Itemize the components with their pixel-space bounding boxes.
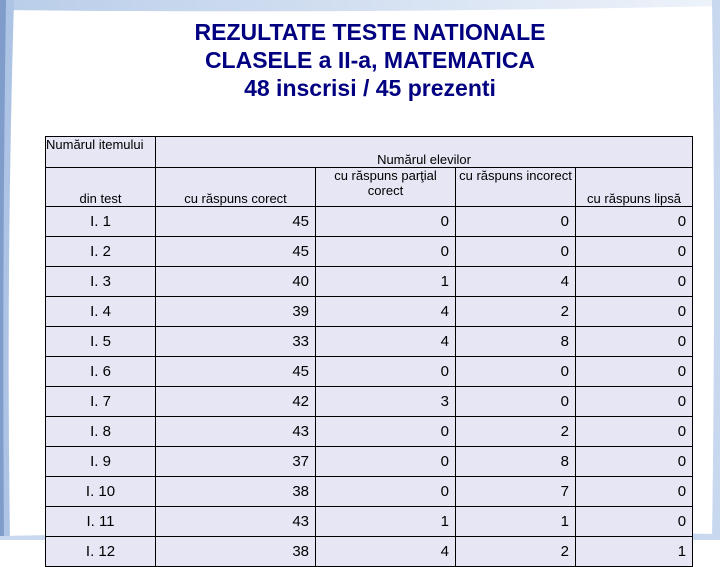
missing-cell: 0 bbox=[576, 327, 693, 357]
partial-cell: 4 bbox=[316, 327, 456, 357]
table-row bbox=[46, 537, 693, 567]
title-line-2: CLASELE a II-a, MATEMATICA bbox=[204, 47, 536, 73]
partial-cell: 3 bbox=[316, 387, 456, 417]
incorrect-cell: 0 bbox=[456, 237, 576, 267]
partial-cell: 4 bbox=[316, 297, 456, 327]
table-row bbox=[46, 267, 693, 297]
missing-cell: 0 bbox=[576, 507, 693, 537]
partial-cell: 1 bbox=[316, 507, 456, 537]
missing-cell: 1 bbox=[576, 537, 693, 567]
header-correct: cu răspuns corect bbox=[156, 168, 316, 207]
correct-cell: 45 bbox=[156, 357, 316, 387]
item-cell: I. 1 bbox=[46, 207, 156, 237]
table-row bbox=[46, 417, 693, 447]
missing-cell: 0 bbox=[576, 417, 693, 447]
incorrect-cell: 2 bbox=[456, 417, 576, 447]
incorrect-cell: 0 bbox=[456, 207, 576, 237]
missing-cell: 0 bbox=[576, 357, 693, 387]
partial-cell: 0 bbox=[316, 417, 456, 447]
table-row bbox=[46, 477, 693, 507]
incorrect-cell: 0 bbox=[456, 387, 576, 417]
header-row-bottom bbox=[46, 168, 693, 207]
item-cell: I. 2 bbox=[46, 237, 156, 267]
correct-cell: 38 bbox=[156, 477, 316, 507]
item-cell: I. 12 bbox=[46, 537, 156, 567]
item-cell: I. 8 bbox=[46, 417, 156, 447]
incorrect-cell: 7 bbox=[456, 477, 576, 507]
title-line-3: 48 inscrisi / 45 prezenti bbox=[244, 75, 496, 101]
correct-cell: 43 bbox=[156, 417, 316, 447]
missing-cell: 0 bbox=[576, 207, 693, 237]
item-cell: I. 9 bbox=[46, 447, 156, 477]
missing-cell: 0 bbox=[576, 267, 693, 297]
header-row-top bbox=[46, 137, 693, 168]
header-students-count-label: Numărul elevilor bbox=[377, 152, 471, 167]
header-students-count bbox=[156, 137, 693, 168]
table-row bbox=[46, 327, 693, 357]
item-cell: I. 7 bbox=[46, 387, 156, 417]
table-row bbox=[46, 357, 693, 387]
missing-cell: 0 bbox=[576, 447, 693, 477]
header-item-test: din test bbox=[46, 168, 156, 207]
header-incorrect: cu răspuns incorect bbox=[456, 168, 576, 207]
item-cell: I. 11 bbox=[46, 507, 156, 537]
correct-cell: 40 bbox=[156, 267, 316, 297]
item-cell: I. 10 bbox=[46, 477, 156, 507]
partial-cell: 0 bbox=[316, 237, 456, 267]
table-row bbox=[46, 297, 693, 327]
item-cell: I. 6 bbox=[46, 357, 156, 387]
header-item-number bbox=[46, 137, 156, 168]
incorrect-cell: 0 bbox=[456, 357, 576, 387]
header-item-number-label: Numărul itemului bbox=[46, 137, 144, 152]
correct-cell: 45 bbox=[156, 207, 316, 237]
table-row bbox=[46, 207, 693, 237]
incorrect-cell: 4 bbox=[456, 267, 576, 297]
table-row bbox=[46, 507, 693, 537]
results-table bbox=[45, 136, 693, 567]
partial-cell: 0 bbox=[316, 207, 456, 237]
item-cell: I. 3 bbox=[46, 267, 156, 297]
missing-cell: 0 bbox=[576, 477, 693, 507]
correct-cell: 43 bbox=[156, 507, 316, 537]
incorrect-cell: 2 bbox=[456, 297, 576, 327]
title-line-1: REZULTATE TESTE NATIONALE bbox=[194, 19, 546, 45]
header-partial: cu răspuns parţial corect bbox=[316, 168, 456, 207]
correct-cell: 37 bbox=[156, 447, 316, 477]
incorrect-cell: 8 bbox=[456, 327, 576, 357]
correct-cell: 33 bbox=[156, 327, 316, 357]
partial-cell: 0 bbox=[316, 447, 456, 477]
table-body bbox=[46, 207, 693, 567]
missing-cell: 0 bbox=[576, 297, 693, 327]
header-missing: cu răspuns lipsă bbox=[576, 168, 693, 207]
partial-cell: 0 bbox=[316, 477, 456, 507]
correct-cell: 38 bbox=[156, 537, 316, 567]
incorrect-cell: 1 bbox=[456, 507, 576, 537]
partial-cell: 0 bbox=[316, 357, 456, 387]
correct-cell: 45 bbox=[156, 237, 316, 267]
item-cell: I. 5 bbox=[46, 327, 156, 357]
table-row bbox=[46, 387, 693, 417]
missing-cell: 0 bbox=[576, 387, 693, 417]
correct-cell: 39 bbox=[156, 297, 316, 327]
partial-cell: 4 bbox=[316, 537, 456, 567]
slide-title bbox=[0, 18, 720, 102]
correct-cell: 42 bbox=[156, 387, 316, 417]
incorrect-cell: 8 bbox=[456, 447, 576, 477]
table-row bbox=[46, 447, 693, 477]
partial-cell: 1 bbox=[316, 267, 456, 297]
table-row bbox=[46, 237, 693, 267]
missing-cell: 0 bbox=[576, 237, 693, 267]
incorrect-cell: 2 bbox=[456, 537, 576, 567]
item-cell: I. 4 bbox=[46, 297, 156, 327]
